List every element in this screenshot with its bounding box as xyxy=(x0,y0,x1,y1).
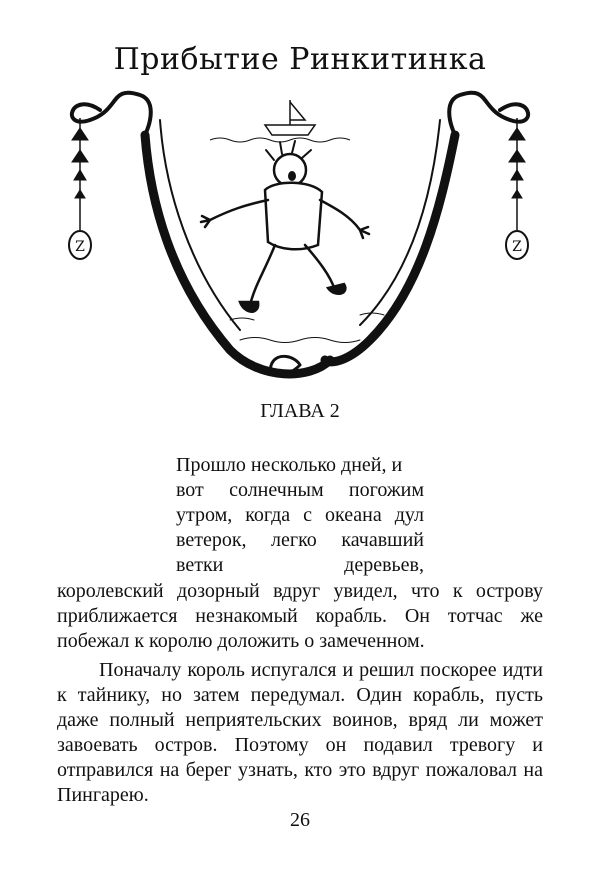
text-line: ветерок, легко качавший xyxy=(176,529,424,551)
chapter-title: Прибытие Ринкитинка xyxy=(113,42,487,77)
text-line: вот солнечным погожим xyxy=(176,479,424,501)
text-line: Прошло несколько дней, и xyxy=(176,454,403,476)
right-medallion-monogram: Z xyxy=(512,239,522,255)
paragraph: королевский дозорный вдруг увидел, что к острову приближается незнакомый корабль. Он тотчас же побежал к королю доложить о замеченном. xyxy=(57,580,543,652)
page-number: 26 xyxy=(290,809,310,831)
left-pendant xyxy=(69,118,91,259)
chapter-number: ГЛАВА 2 xyxy=(260,400,340,422)
chapter-illustration xyxy=(60,80,540,380)
paragraph: Поначалу король испугался и решил поскорее идти к тайнику, но затем передумал. Один корабль, пусть даже полный неприятельских воинов, вряд ли может завоевать остров. Поэтому он подавил тревогу и отправился на берег узнать, кто это вдруг пожаловал на Пингарею. xyxy=(57,659,543,806)
text-line: ветки деревьев, xyxy=(176,554,424,576)
main-text xyxy=(57,579,543,808)
running-figure-sketch xyxy=(201,141,384,343)
ship-sketch xyxy=(210,100,350,142)
right-pendant xyxy=(506,118,528,259)
text-line: утром, когда с океана дул xyxy=(176,504,424,526)
text-beside-illustration xyxy=(176,453,424,578)
left-medallion-monogram: Z xyxy=(75,239,85,255)
